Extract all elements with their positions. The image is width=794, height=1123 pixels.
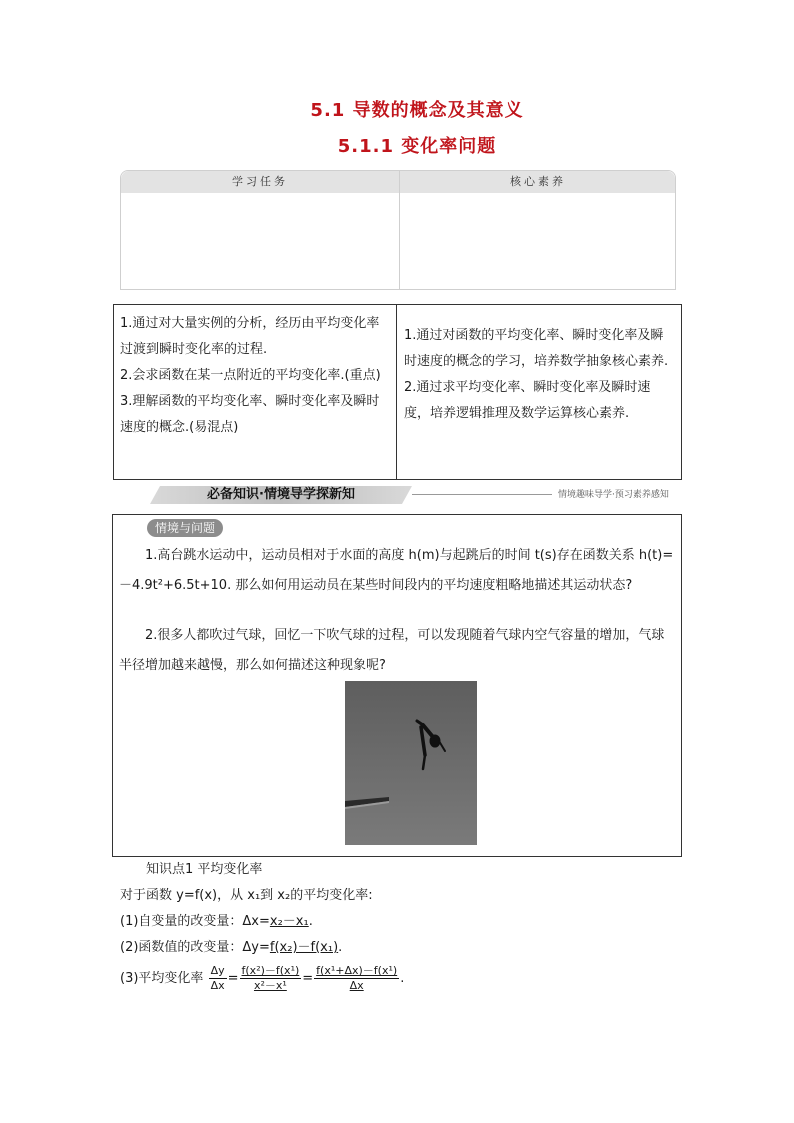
banner-line — [412, 494, 552, 495]
banner-title: 必备知识·情境导学探新知 — [207, 487, 355, 502]
task-cell-empty — [123, 193, 393, 289]
column-divider — [399, 171, 400, 289]
item3-period: . — [400, 971, 405, 986]
knowledge-item-2 — [120, 936, 342, 960]
literacy-item: 2.通过求平均变化率、瞬时变化率及瞬时速度，培养逻辑推理及数学运算核心素养. — [404, 380, 651, 421]
goals-right-cell — [404, 323, 676, 427]
section-title: 5.1 导数的概念及其意义 — [310, 100, 524, 121]
situation-box — [112, 514, 682, 857]
goal-item: 3.理解函数的平均变化率、瞬时变化率及瞬时速度的概念.(易混点) — [120, 394, 380, 435]
literacy-cell-empty — [403, 193, 673, 289]
item1-prefix: (1)自变量的改变量：Δx= — [120, 914, 270, 929]
banner-subtitle: 情境趣味导学·预习素养感知 — [558, 490, 669, 500]
item2-value: f(x₂)－f(x₁) — [269, 940, 339, 955]
item1-period: . — [308, 914, 313, 929]
knowledge-heading: 知识点1 平均变化率 — [146, 862, 263, 877]
goal-item: 1.通过对大量实例的分析，经历由平均变化率过渡到瞬时变化率的过程. — [120, 316, 380, 357]
subsection-title: 5.1.1 变化率问题 — [337, 136, 497, 157]
section-banner — [150, 482, 720, 506]
goals-table — [113, 304, 682, 480]
fraction-increment: $\frac{\text{f(x¹+Δx)－f(x¹)}}{\Delta x}$ — [316, 964, 398, 992]
knowledge-item-3: (3)平均变化率 $\frac{\Delta y}{\Delta x}$ = $\frac{\text{f(x²)－f(x¹)}}{\text{x²－x¹}}$ = $\frac{\text{f(x¹+Δx)－f(x¹)}}{\Delta x}$ . — [120, 964, 405, 992]
item1-value: x₂－x₁ — [269, 914, 309, 929]
situation-paragraph-1: 1.高台跳水运动中，运动员相对于水面的高度 h(m)与起跳后的时间 t(s)存在函数关系 h(t)=－4.9t²+6.5t+10. 那么如何用运动员在某些时间段内的平均速度粗略地描述其运动状态? — [119, 548, 674, 593]
goal-item: 2.会求函数在某一点附近的平均变化率.(重点) — [120, 368, 381, 383]
header-learning-tasks: 学习任务 — [232, 175, 288, 188]
fraction-difference: $\frac{\text{f(x²)－f(x¹)}}{\text{x²－x¹}}$ — [241, 964, 300, 992]
literacy-item: 1.通过对函数的平均变化率、瞬时变化率及瞬时速度的概念的学习，培养数学抽象核心素养. — [404, 328, 669, 369]
situation-paragraph-2: 2.很多人都吹过气球，回忆一下吹气球的过程，可以发现随着气球内空气容量的增加，气球半径增加越来越慢，那么如何描述这种现象呢? — [119, 628, 665, 673]
situation-tag: 情境与问题 — [147, 519, 223, 537]
knowledge-intro: 对于函数 y=f(x)，从 x₁到 x₂的平均变化率: — [120, 888, 373, 903]
item3-prefix: (3)平均变化率 — [120, 971, 204, 986]
item2-period: . — [338, 940, 343, 955]
column-divider — [396, 305, 397, 479]
goals-left-cell — [120, 311, 390, 441]
fraction-dy-dx: $\frac{\Delta y}{\Delta x}$ — [210, 964, 225, 992]
task-header-table — [120, 170, 676, 290]
item2-prefix: (2)函数值的改变量：Δy= — [120, 940, 270, 955]
diver-photo — [345, 681, 477, 845]
knowledge-item-1 — [120, 910, 313, 934]
header-core-literacy: 核心素养 — [510, 175, 566, 188]
